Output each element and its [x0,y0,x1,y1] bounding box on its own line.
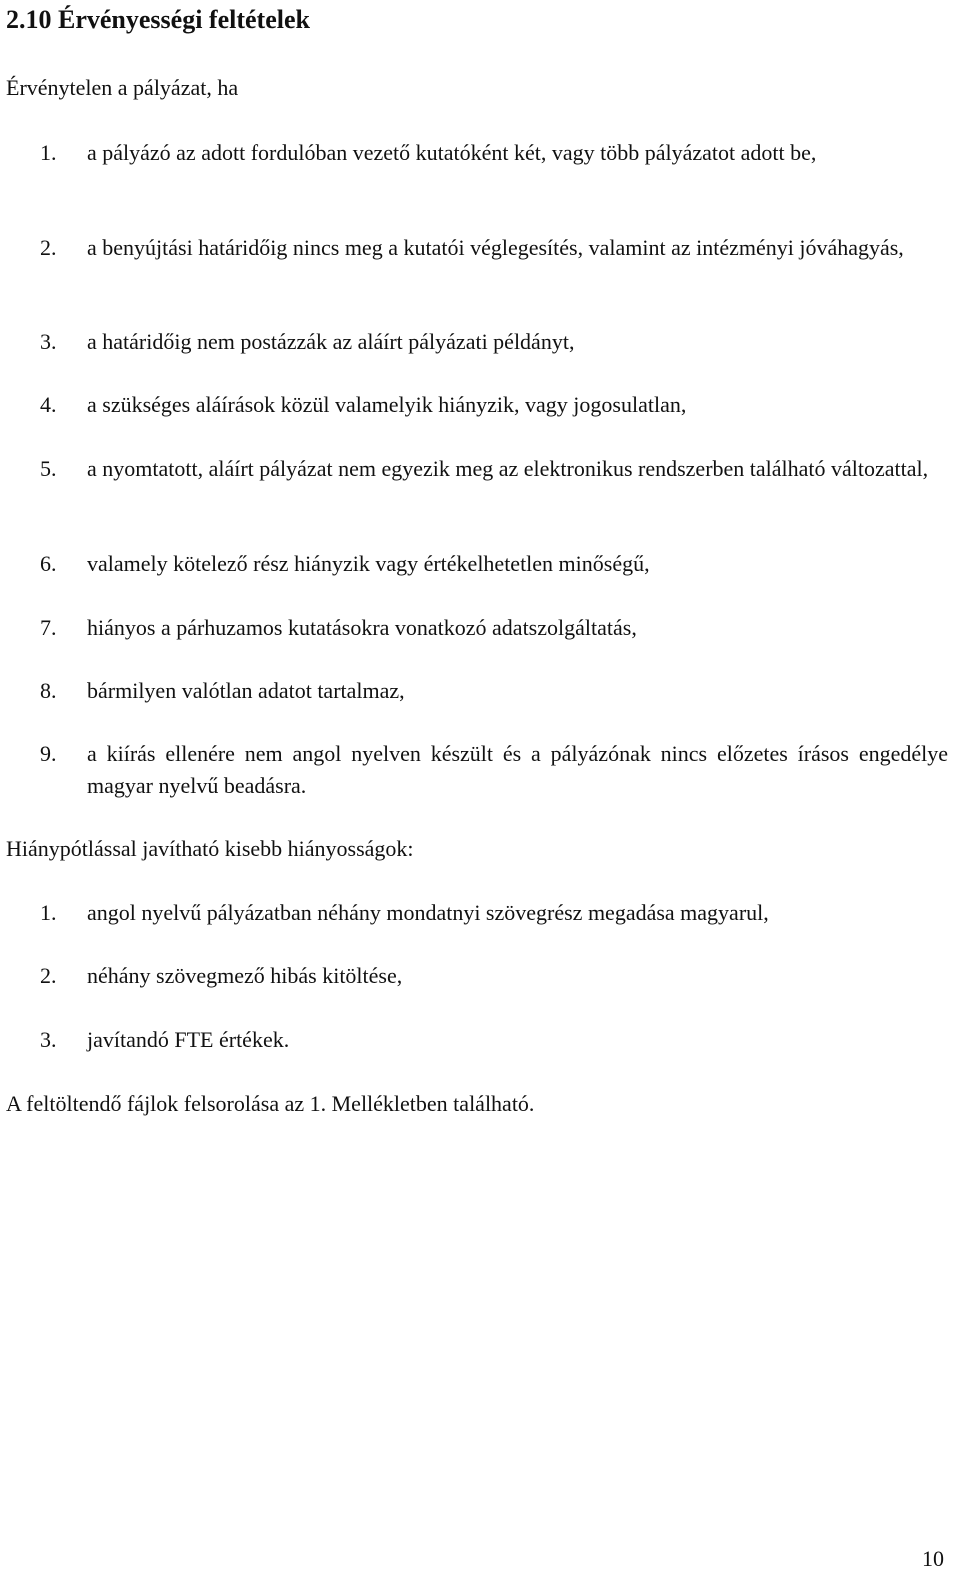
list-text: javítandó FTE értékek. [87,1027,290,1052]
list-text: bármilyen valótlan adatot tartalmaz, [87,678,405,703]
list-number: 9. [40,741,57,766]
list-number: 1. [40,140,57,165]
list-number: 4. [40,392,57,417]
list-text: valamely kötelező rész hiányzik vagy értékelhetetlen minőségű, [87,551,650,576]
list-text: a határidőig nem postázzák az aláírt pályázati példányt, [87,329,575,354]
list-number: 8. [40,678,57,703]
list-text: a pályázó az adott fordulóban vezető kutatóként két, vagy több pályázatot adott be, [87,140,817,165]
list-text: a szükséges aláírások közül valamelyik hiányzik, vagy jogosulatlan, [87,392,687,417]
list-number: 2. [40,963,57,988]
list-text: a kiírás ellenére nem angol nyelven készült és a pályázónak nincs előzetes írásos engedélye magyar nyelvű beadásra. [87,741,948,798]
list-number: 5. [40,456,57,481]
list-text: néhány szövegmező hibás kitöltése, [87,963,403,988]
list-text: a benyújtási határidőig nincs meg a kutatói véglegesítés, valamint az intézményi jóváhagyás, [87,235,904,260]
section-title: 2.10 Érvényességi feltételek [6,5,310,34]
list-number: 3. [40,1027,57,1052]
list-number: 3. [40,329,57,354]
list-number: 2. [40,235,57,260]
invalid-intro: Érvénytelen a pályázat, ha [6,75,239,100]
list-text: hiányos a párhuzamos kutatásokra vonatkozó adatszolgáltatás, [87,615,637,640]
list-number: 1. [40,900,57,925]
list-text: a nyomtatott, aláírt pályázat nem egyezik meg az elektronikus rendszerben található változattal, [87,456,929,481]
page-number: 10 [922,1546,944,1571]
list-number: 7. [40,615,57,640]
fixable-intro: Hiánypótlással javítható kisebb hiányosságok: [6,836,414,861]
list-text: angol nyelvű pályázatban néhány mondatnyi szövegrész megadása magyarul, [87,900,769,925]
list-number: 6. [40,551,57,576]
closing-note: A feltöltendő fájlok felsorolása az 1. Mellékletben található. [6,1091,535,1116]
